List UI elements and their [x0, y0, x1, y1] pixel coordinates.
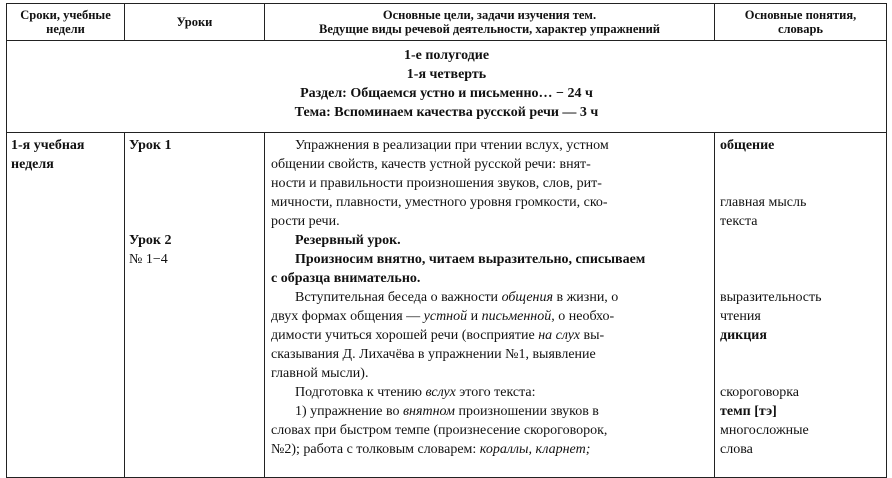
section-banner	[7, 41, 887, 133]
header-concepts-line1: Основные понятия,	[744, 8, 857, 22]
week-label-line1: 1-я учебная	[11, 138, 85, 153]
reserve-lesson-text: Резервный урок.	[295, 233, 401, 248]
goals-text-line: главной мысли).	[271, 366, 369, 381]
banner-quarter: 1-я четверть	[406, 67, 487, 82]
vocab-term: слова	[720, 442, 753, 457]
lesson-2-title-line: Произносим внятно, читаем выразительно, списываем	[295, 252, 646, 267]
vocab-term: выразительность	[720, 290, 822, 305]
lessons-cell	[125, 133, 265, 478]
banner-section: Раздел: Общаемся устно и письменно… − 24 ч	[300, 86, 593, 101]
vocab-term: многосложные	[720, 423, 809, 438]
header-goals-line1: Основные цели, задачи изучения тем.	[382, 8, 597, 22]
lesson-2-exercises: № 1−4	[129, 252, 168, 267]
vocab-term: главная мысль	[720, 195, 807, 210]
vocabulary-cell	[715, 133, 887, 478]
header-weeks	[7, 4, 125, 41]
goals-text-line: словах при быстром темпе (произнесение скороговорок,	[271, 423, 608, 438]
goals-text-line: двух формах общения — устной и письменной, о необхо-	[271, 309, 615, 324]
header-goals-line2: Ведущие виды речевой деятельности, характер упражнений	[318, 22, 661, 36]
header-goals	[265, 4, 715, 41]
week-label-line2: неделя	[11, 157, 54, 172]
week-row	[7, 133, 887, 478]
goals-text-line: общении свойств, качеств устной русской речи: внят-	[271, 157, 591, 172]
goals-text-line: Подготовка к чтению вслух этого текста:	[295, 385, 536, 400]
header-concepts-line2: словарь	[777, 22, 824, 36]
goals-text-line: мичности, плавности, уместного уровня громкости, ско-	[271, 195, 608, 210]
banner-row	[7, 41, 887, 133]
header-weeks-line2: недели	[46, 22, 85, 36]
goals-text-line: димости учиться хорошей речи (восприятие на слух вы-	[271, 328, 605, 343]
header-concepts	[715, 4, 887, 41]
lesson-1-label: Урок 1	[129, 138, 172, 153]
vocab-term: дикция	[720, 328, 767, 343]
week-cell	[7, 133, 125, 478]
curriculum-table	[6, 3, 887, 478]
goals-text-line: сказывания Д. Лихачёва в упражнении №1, выявление	[271, 347, 596, 362]
header-lessons: Уроки	[125, 4, 265, 41]
banner-topic: Тема: Вспоминаем качества русской речи — 3 ч	[294, 105, 599, 120]
goals-text-line: ности и правильности произношения звуков, слов, рит-	[271, 176, 602, 191]
header-row	[7, 4, 887, 41]
goals-text-line: Упражнения в реализации при чтении вслух, устном	[295, 138, 609, 153]
header-weeks-line1: Сроки, учебные	[20, 8, 111, 22]
vocab-term: чтения	[720, 309, 761, 324]
goals-cell	[265, 133, 715, 478]
goals-text-line: 1) упражнение во внятном произношении звуков в	[295, 404, 599, 419]
curriculum-table-page	[6, 3, 886, 473]
goals-text-line: Вступительная беседа о важности общения в жизни, о	[295, 290, 619, 305]
vocab-term: темп [тэ]	[720, 404, 777, 419]
lesson-2-title-line: с образца внимательно.	[271, 271, 421, 286]
goals-text-line: рости речи.	[271, 214, 340, 229]
banner-half: 1-е полугодие	[403, 48, 490, 63]
vocab-term: общение	[720, 138, 775, 153]
vocab-term: текста	[720, 214, 758, 229]
vocab-term: скороговорка	[720, 385, 800, 400]
lesson-2-label: Урок 2	[129, 233, 172, 248]
goals-text-line: №2); работа с толковым словарем: кораллы, кларнет;	[271, 442, 591, 457]
